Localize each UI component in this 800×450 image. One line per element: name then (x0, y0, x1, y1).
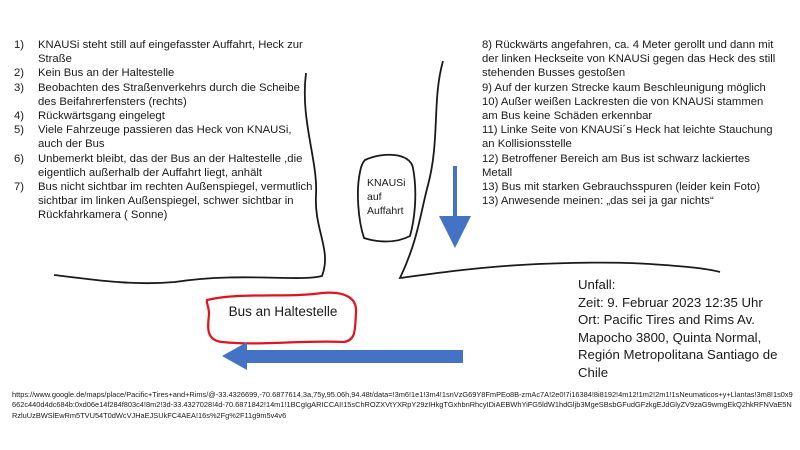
left-list-number: 4) (14, 110, 25, 123)
map-url: https://www.google.de/maps/place/Pacific+Tires+and+Rims/@-33.4326699,-70.6877614,3a,75y,95.06h,94.48t/data=!3m6!1e1!3m4!1snVzG69Y8FmPEo8B-zmAc7A!2e0!7i16384!8i8192!4m12!1m2!2m1!1sNeumaticos+y+Llantas!3m8!1s0x9662c440d4dc684b:0xd06e14f284f803c4!8m2!3d-33.4327028!4d-70.6871842!14m1!1BCgIgARICCAI!15sChROZXVtYXRpY29zIHkgTGxhbnRhcyIDiAEBWhYiFG5ldW1hdGljb3MgeSBsbGFudGFzkgEJdGlyZV9zaG9wmgEkQ2hkRFNVaE5NRzluUzBWSlEwRm5TVU54T0dWcVJHaEJSUkFC4AEA!16s%2Fg%2F11g9m5v4v6 (12, 390, 793, 420)
left-list-item (14, 109, 314, 123)
left-list-item (14, 66, 314, 80)
bus-label: Bus an Haltestelle (228, 304, 338, 319)
left-list-number: 2) (14, 67, 25, 80)
left-list-number: 3) (14, 81, 25, 94)
incident-place: Ort: Pacific Tires and Rims Av. Mapocho 3800, Quinta Normal, Región Metropolitana Santiago de Chile (578, 312, 778, 380)
left-list-item (14, 38, 314, 66)
right-list-item: 11) Linke Seite von KNAUSi´s Heck hat leichte Stauchung an Kollisionsstelle (482, 124, 773, 151)
left-list-text: Bus nicht sichtbar im rechten Außenspiegel, vermutlich sichtbar im linken Außenspiegel, schwer sichtbar in Rückfahrkamera ( Sonne) (38, 181, 313, 222)
left-list-number: 6) (14, 152, 25, 165)
right-list-item: 9) Auf der kurzen Strecke kaum Beschleunigung möglich (482, 81, 766, 94)
incident-info (578, 276, 793, 382)
road-traffic-arrow-shaft (245, 350, 463, 363)
right-list-item: 8) Rückwärts angefahren, ca. 4 Meter gerollt und dann mit der linken Heckseite von KNAUSi gegen das Heck des still stehenden Busses gestoßen (482, 39, 776, 80)
left-list-number: 5) (14, 124, 25, 137)
left-list-text: KNAUSi steht still auf eingefasster Auffahrt, Heck zur Straße (38, 39, 303, 66)
incident-title: Unfall: (578, 277, 616, 292)
left-list-item (14, 180, 314, 223)
incident-time: Zeit: 9. Februar 2023 12:35 Uhr (578, 294, 763, 310)
right-list-item: 13) Anwesende meinen: „das sei ja gar nichts“ (482, 195, 714, 208)
left-list-item (14, 152, 314, 180)
right-list-item: 10) Außer weißen Lackresten die von KNAUSi stammen am Bus keine Schäden erkennbar (482, 95, 764, 123)
left-list-text: Rückwärtsgang eingelegt (38, 110, 165, 123)
left-list-item (14, 123, 314, 151)
left-list-text: Beobachten des Straßenverkehrs durch die Scheibe des Beifahrerfensters (rechts) (38, 81, 300, 108)
right-event-list (482, 38, 782, 208)
road-traffic-arrow-head (222, 342, 247, 370)
left-list-number: 7) (14, 181, 25, 194)
left-event-list (14, 38, 314, 223)
left-list-item (14, 81, 314, 109)
left-list-number: 1) (14, 39, 25, 51)
left-list-text: Viele Fahrzeuge passieren das Heck von KNAUSi, auch der Bus (38, 124, 292, 151)
right-list-item: 13) Bus mit starken Gebrauchsspuren (leider kein Foto) (482, 181, 761, 194)
left-list-text: Unbemerkt bleibt, das der Bus an der Haltestelle ,die eigentlich außerhalb der Auffahrt liegt, anhält (38, 152, 303, 179)
left-list-text: Kein Bus an der Haltestelle (38, 67, 175, 80)
right-list-item: 12) Betroffener Bereich am Bus ist schwarz lackiertes Metall (482, 152, 750, 179)
knausi-label: KNAUSi auf Auffahrt (367, 177, 406, 217)
